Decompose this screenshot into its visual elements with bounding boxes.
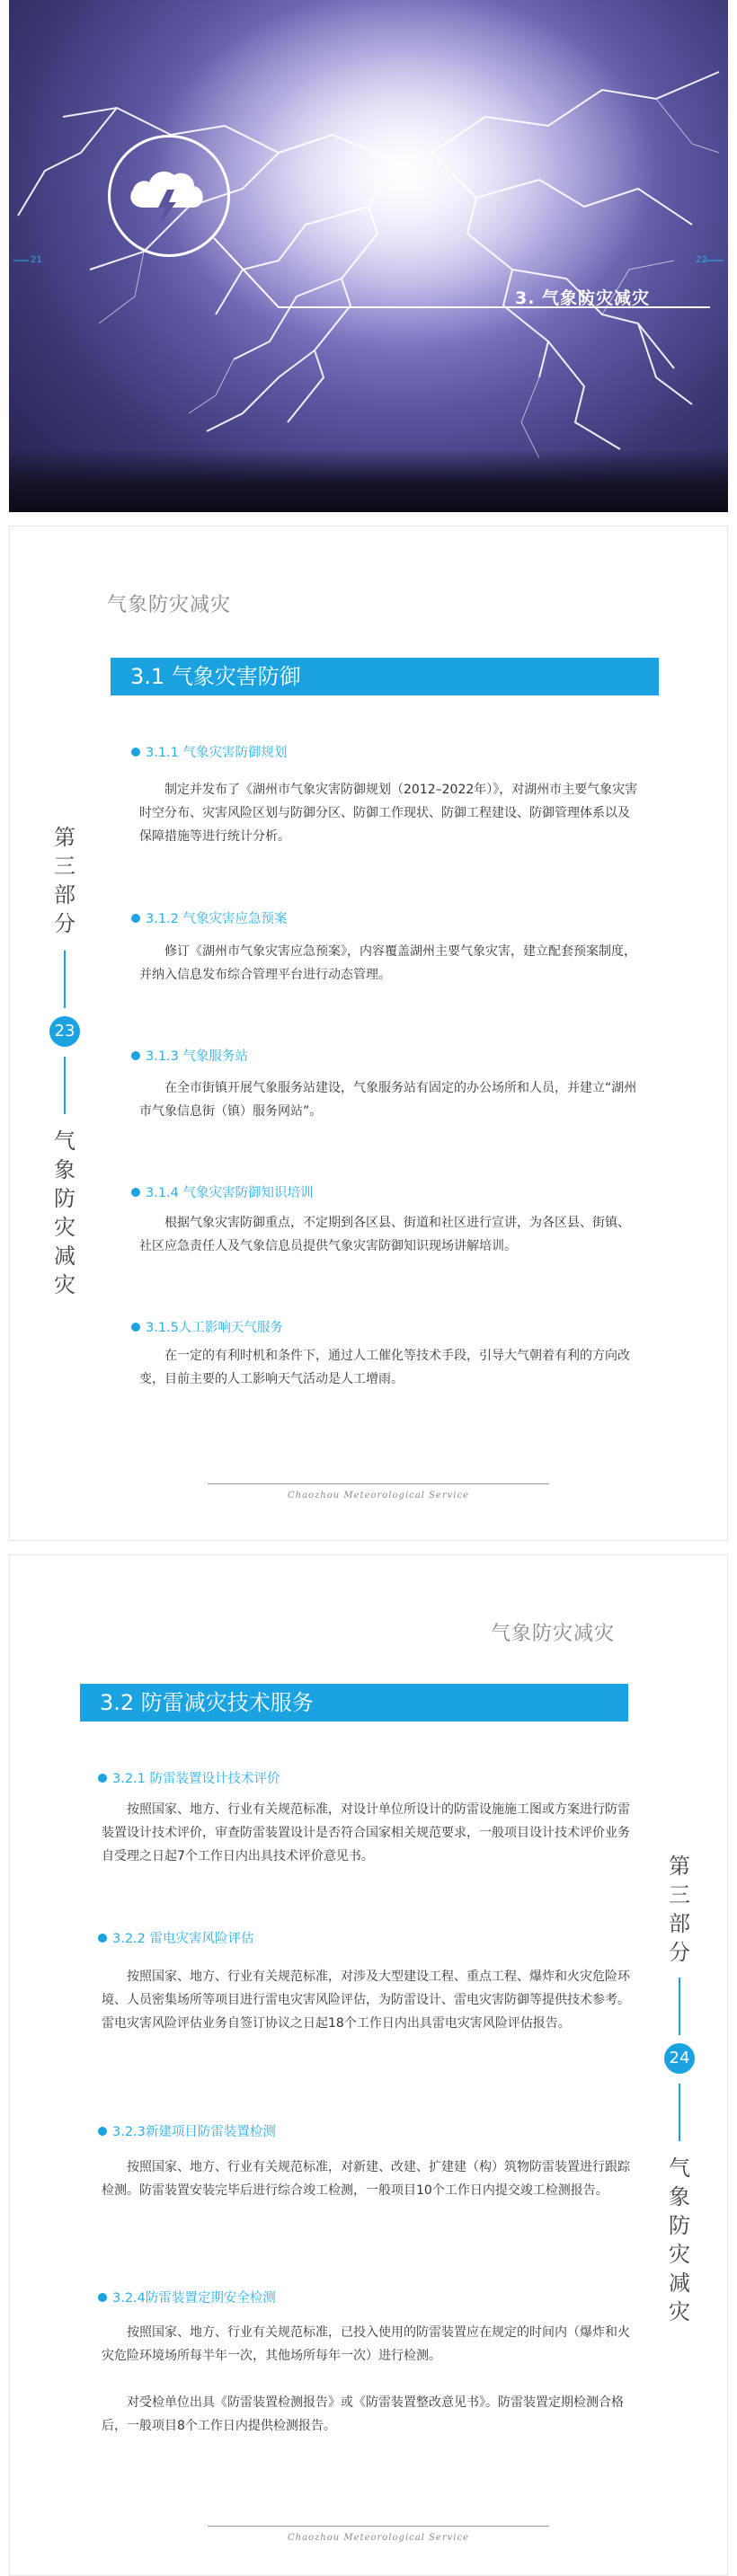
page-number-badge: 23	[49, 1016, 80, 1047]
paragraph: 按照国家、地方、行业有关规范标准，已投入使用的防雷装置应在规定的时间内（爆炸和火灾危险环境场所每半年一次，其他场所每年一次）进行检测。	[102, 2325, 630, 2363]
subsection-title	[131, 742, 288, 761]
chapter-label-char: 气	[54, 1129, 75, 1154]
part-label	[664, 1852, 695, 1967]
subsection-title-text: 3.2.4防雷装置定期安全检测	[112, 2291, 276, 2306]
part-label-char: 分	[54, 911, 75, 936]
footer-text: Chaozhou Meteorological Service	[287, 2533, 469, 2543]
page-number-left: 21	[31, 255, 42, 265]
side-divider	[679, 1978, 680, 2035]
bullet-dot	[98, 2127, 107, 2136]
subsection-title-text: 3.2.3新建项目防雷装置检测	[112, 2125, 276, 2139]
page-23	[9, 526, 728, 1541]
paragraph: 对受检单位出具《防雷装置检测报告》或《防雷装置整改意见书》。防雷装置定期检测合格后，一般项目8个工作日内提供检测报告。	[102, 2395, 624, 2433]
chapter-label-char: 减	[669, 2271, 690, 2296]
paragraph: 按照国家、地方、行业有关规范标准，对设计单位所设计的防雷设施施工图或方案进行防雷装置设计技术评价，审查防雷装置设计是否符合国家相关规范要求，一般项目设计技术评价业务自受理之日起7个工作日内出具技术评价意见书。	[102, 1802, 630, 1863]
paragraph: 按照国家、地方、行业有关规范标准，对涉及大型建设工程、重点工程、爆炸和火灾危险环境、人员密集场所等项目进行雷电灾害风险评估，为防雷设计、雷电灾害防御等提供技术参考。雷电灾害风险评估业务自签订协议之日起18个工作日内出具雷电灾害风险评估报告。	[102, 1970, 630, 2031]
page-24	[9, 1554, 728, 2576]
section-banner: 3.1 气象灾害防御	[111, 658, 659, 695]
subsection-title-text: 3.2.2 雷电灾害风险评估	[112, 1932, 254, 1946]
page-number-badge: 24	[664, 2043, 695, 2074]
cover-image	[9, 0, 728, 512]
subsection-title	[98, 1928, 254, 1947]
paragraph: 在全市街镇开展气象服务站建设，气象服务站有固定的办公场所和人员，并建立“湖州市气象信息街（镇）服务网站”。	[139, 1081, 637, 1119]
chapter-label-char: 灾	[54, 1272, 75, 1297]
subsection-title	[131, 908, 288, 927]
part-label	[49, 823, 80, 938]
bullet-dot	[131, 748, 140, 757]
bullet-dot	[98, 2293, 107, 2302]
chapter-label-char: 减	[54, 1244, 75, 1269]
part-label-char: 第	[54, 825, 75, 850]
cover-title: 3. 气象防灾减灾	[515, 288, 651, 308]
part-label-char: 三	[54, 854, 75, 879]
subsection-title-text: 3.2.1 防雷装置设计技术评价	[112, 1772, 280, 1786]
chapter-label	[49, 1127, 80, 1299]
bullet-dot	[131, 1323, 140, 1332]
part-label-char: 部	[54, 882, 75, 907]
chapter-label-char: 防	[54, 1186, 75, 1211]
subsection-title	[98, 1768, 280, 1787]
chapter-label-char: 灾	[669, 2242, 690, 2267]
side-divider	[679, 2084, 680, 2141]
callout-line	[9, 0, 728, 512]
chapter-label-char: 灾	[669, 2299, 690, 2324]
subsection-title	[131, 1317, 283, 1336]
footer-text: Chaozhou Meteorological Service	[287, 1491, 469, 1500]
subsection-title	[98, 2288, 276, 2306]
paragraph: 在一定的有利时机和条件下，通过人工催化等技术手段，引导大气朝着有利的方向改变，目前主要的人工影响天气活动是人工增雨。	[139, 1349, 630, 1386]
paragraph: 制定并发布了《湖州市气象灾害防御规划（2012–2022年）》，对湖州市主要气象灾害时空分布、灾害风险区划与防御分区、防御工作现状、防御工程建设、防御管理体系以及保障措施等进行统计分析。	[139, 783, 638, 844]
bullet-dot	[131, 914, 140, 923]
part-label-char: 三	[669, 1882, 690, 1908]
subsection-title-text: 3.1.2 气象灾害应急预案	[146, 912, 288, 926]
bullet-dot	[98, 1934, 107, 1943]
page-number-right: 22	[696, 255, 707, 265]
chapter-label-char: 气	[669, 2156, 690, 2181]
subsection-title-text: 3.1.4 气象灾害防御知识培训	[146, 1186, 314, 1200]
subsection-title	[98, 2121, 276, 2140]
chapter-label-char: 象	[54, 1157, 75, 1182]
subsection-title	[131, 1046, 248, 1065]
paragraph: 根据气象灾害防御重点，不定期到各区县、街道和社区进行宣讲，为各区县、街镇、社区应急责任人及气象信息员提供气象灾害防御知识现场讲解培训。	[139, 1216, 630, 1253]
part-label-char: 分	[669, 1940, 690, 1965]
chapter-label-char: 防	[669, 2213, 690, 2238]
part-label-char: 第	[669, 1854, 690, 1879]
section-header: 气象防灾减灾	[107, 594, 232, 616]
part-label-char: 部	[669, 1911, 690, 1936]
chapter-label	[664, 2154, 695, 2326]
subsection-title-text: 3.1.1 气象灾害防御规划	[146, 746, 288, 760]
subsection-title-text: 3.1.5人工影响天气服务	[146, 1321, 283, 1335]
chapter-label-char: 象	[669, 2184, 690, 2209]
paragraph: 修订《湖州市气象灾害应急预案》，内容覆盖湖州主要气象灾害，建立配套预案制度，并纳入信息发布综合管理平台进行动态管理。	[139, 944, 636, 982]
subsection-title-text: 3.1.3 气象服务站	[146, 1049, 249, 1064]
chapter-label-char: 灾	[54, 1215, 75, 1240]
section-header: 气象防灾减灾	[491, 1623, 616, 1645]
footer-rule	[208, 2526, 549, 2527]
bullet-dot	[98, 1774, 107, 1783]
side-divider	[64, 951, 66, 1008]
bullet-dot	[131, 1188, 140, 1197]
paragraph: 按照国家、地方、行业有关规范标准，对新建、改建、扩建建（构）筑物防雷装置进行跟踪检测。防雷装置安装完毕后进行综合竣工检测，一般项目10个工作日内提交竣工检测报告。	[102, 2160, 630, 2198]
subsection-title	[131, 1182, 314, 1201]
bullet-dot	[131, 1051, 140, 1060]
footer-rule	[208, 1483, 549, 1484]
side-divider	[64, 1057, 66, 1114]
section-banner: 3.2 防雷减灾技术服务	[80, 1684, 628, 1722]
